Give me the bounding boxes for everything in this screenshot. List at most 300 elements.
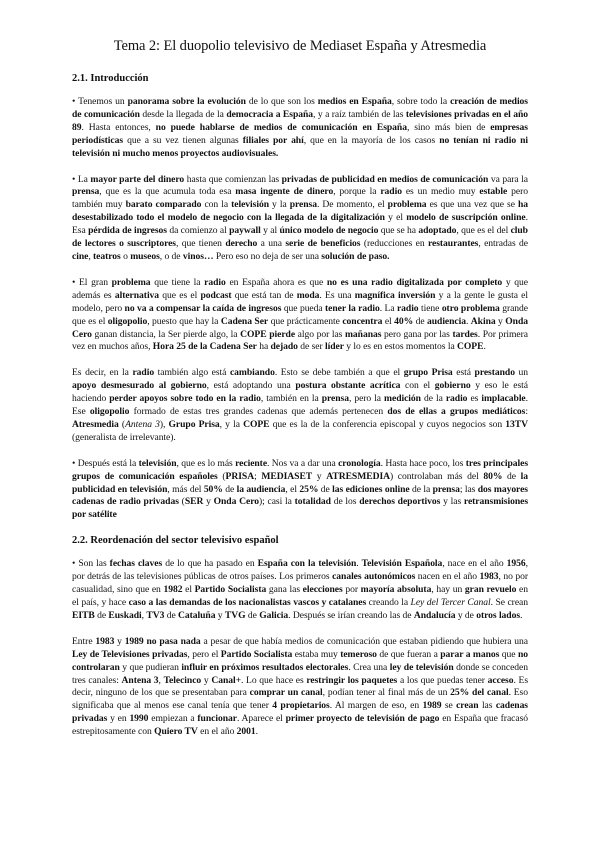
bold-text: prensa: [432, 483, 460, 495]
bold-text: tres principales grupos de comunicación españoles: [72, 457, 528, 482]
bold-text: radio: [132, 367, 155, 379]
bold-text: COPE pierde: [240, 328, 296, 340]
text-run: a pesar de que había medios de comunicación que estaban pidiendo que hubiera una: [200, 635, 528, 647]
text-run: de: [413, 315, 427, 327]
bold-text: Partido Socialista: [194, 584, 267, 596]
text-run: y: [312, 470, 327, 482]
text-run: hasta que comienzan las: [184, 173, 282, 185]
text-run: el: [382, 315, 395, 327]
paragraph: [72, 96, 528, 161]
bold-text: cambiando: [229, 367, 275, 379]
text-run: • El gran: [72, 276, 112, 288]
text-run: el: [182, 584, 195, 596]
bold-text: 1983: [479, 571, 499, 583]
text-run: y a la gente le gusta el modelo, pero: [72, 289, 528, 314]
text-run: que es la de la conferencia episcopal y cuyos negocios son: [269, 418, 506, 430]
bold-text: SER: [184, 496, 204, 508]
bold-text: vinos…: [182, 250, 214, 262]
bold-text: moda: [296, 289, 320, 301]
bold-text: implacable: [481, 393, 526, 405]
text-run: que: [499, 648, 518, 660]
section-heading: 2.1. Introducción: [72, 73, 149, 84]
text-run: en el año: [197, 726, 237, 738]
document-title: Tema 2: El duopolio televisivo de Mediaset España y Atresmedia: [113, 38, 487, 54]
text-run: Entre: [72, 635, 96, 647]
bold-text: magnífica inversión: [354, 289, 436, 301]
text-run: , que tienen: [176, 238, 226, 250]
bold-text: líder: [324, 341, 344, 353]
bold-text: privadas de publicidad en medios de comunicación: [281, 173, 489, 185]
bold-text: primer proyecto de televisión de pago: [285, 713, 440, 725]
bold-text: cine: [72, 250, 89, 262]
bold-text: cronología: [338, 457, 381, 469]
bold-text: tener la radio: [325, 302, 380, 314]
text-run: .: [255, 726, 259, 738]
bold-text: tardes: [452, 328, 478, 340]
bold-text: concentra: [342, 315, 383, 327]
bold-text: 40%: [394, 315, 414, 327]
bold-text: prensa: [321, 393, 349, 405]
bold-text: Atresmedia: [72, 418, 119, 430]
bold-text: TV3: [146, 609, 165, 621]
text-run: . Es una: [319, 289, 355, 301]
text-run: es un medio muy: [401, 186, 480, 198]
text-run: a los que puedas tener: [397, 674, 488, 686]
text-run: de: [94, 609, 109, 621]
text-run: y: [114, 635, 125, 647]
bold-text: podcast: [200, 289, 232, 301]
bold-text: dos mayores cadenas de radio privadas: [72, 483, 528, 508]
text-run: . Nos va a dar una: [267, 457, 339, 469]
text-run: es que una vez que se: [426, 199, 518, 211]
text-run: que es el: [159, 289, 201, 301]
bold-text: canales autonómicos: [332, 571, 416, 583]
text-run: en España ahora es que: [225, 276, 327, 288]
section-heading: 2.2. Reordenación del sector televisivo español: [72, 535, 279, 547]
bold-text: Akina: [470, 315, 496, 327]
bold-text: pérdida de ingresos: [88, 225, 167, 237]
text-run: .: [483, 341, 486, 353]
bold-text: panorama sobre la evolución: [127, 96, 246, 107]
text-run: , que en la mayoría de los casos: [303, 134, 440, 146]
bold-text: 1982: [163, 584, 183, 596]
text-run: grande que es el: [72, 302, 529, 327]
text-run: . De momento, el: [316, 199, 388, 211]
text-run: . Eso significaba que al menos ese canal tenía que tener: [72, 687, 528, 712]
bold-text: radio: [396, 302, 419, 314]
text-run: pero gana por las: [381, 328, 453, 340]
text-run: . Después se irían creando las de: [288, 609, 414, 621]
bold-text: televisión: [138, 457, 177, 469]
bold-text: radio: [380, 186, 402, 198]
bold-text: acceso: [487, 674, 514, 686]
text-run: ha: [256, 341, 271, 353]
bold-text: MEDIASET: [261, 470, 313, 482]
bold-text: radio: [204, 276, 226, 288]
italic-text: Antena 3: [125, 418, 160, 430]
text-run: , y a raíz también de las: [313, 108, 406, 120]
bold-text: Euskadi: [108, 609, 142, 621]
text-run: de: [502, 470, 521, 482]
bold-text: solución de paso.: [321, 250, 390, 262]
bold-text: creación de medios de comunicación: [72, 96, 528, 120]
text-run: y las: [440, 496, 464, 508]
bold-text: ha desestabilizado todo el modelo de negocio con la llegada de la digitalización: [72, 199, 528, 224]
bold-text: elecciones: [302, 584, 343, 596]
bold-text: alternativa: [114, 289, 160, 301]
bold-text: radio: [445, 393, 468, 405]
text-run: desde la llegada de la: [139, 108, 227, 120]
text-run: nacen en el año: [415, 571, 480, 583]
text-run: . La: [379, 302, 397, 314]
bold-text: TVG: [224, 609, 246, 621]
bold-text: televisión: [231, 199, 269, 211]
bold-text: caso a las demandas de los nacionalistas vascos y catalanes: [128, 597, 367, 608]
text-run: pero también muy: [72, 186, 528, 211]
text-run: , hay un: [431, 584, 465, 596]
text-run: y al: [260, 225, 280, 237]
text-run: que pueda: [281, 302, 326, 314]
paragraph: [72, 174, 528, 264]
bold-text: Quiero TV: [154, 726, 198, 738]
text-run: y en: [107, 713, 130, 725]
text-run: que está tan de: [231, 289, 297, 301]
text-run: .: [520, 609, 523, 621]
bold-text: no es una radio digitalizada por completo: [326, 276, 503, 288]
bold-text: Galicia: [259, 609, 289, 621]
bold-text: la publicidad en televisión: [72, 470, 529, 495]
bold-text: totalidad: [294, 496, 331, 508]
text-run: . Por primera vez en muchos años,: [72, 328, 528, 353]
bold-text: teatros: [93, 250, 121, 262]
bold-text: 1990: [129, 713, 149, 725]
bold-text: no va a compensar la caída de ingresos: [124, 302, 282, 314]
bold-text: filiales por ahí: [242, 134, 304, 146]
text-run: de que fueran a: [376, 648, 441, 660]
text-run: , pero el: [187, 648, 221, 660]
bold-text: mayor parte del dinero: [90, 173, 185, 185]
text-run: , el: [285, 483, 300, 495]
text-run: . Hasta hace poco, los: [380, 457, 466, 469]
bold-text: la audiencia: [236, 483, 286, 495]
text-run: , que es lo más: [176, 457, 236, 469]
bold-text: Telecinco: [163, 674, 202, 686]
bold-text: 1956: [506, 558, 526, 570]
text-run: y eso le está haciendo: [72, 380, 528, 405]
bold-text: dos de ellas a grupos mediáticos: [387, 406, 526, 418]
text-run: , puesto que hay la: [147, 315, 221, 327]
text-run: y: [203, 496, 214, 508]
text-run: de lo que ha pasado en: [162, 558, 258, 570]
bold-text: 25%: [450, 687, 470, 699]
bold-text: 13TV: [505, 418, 529, 430]
paragraph: [72, 558, 528, 623]
text-run: , no por casualidad, sino que en: [72, 571, 528, 596]
paragraph: [72, 636, 528, 739]
text-run: ) controlaban más del: [390, 470, 484, 482]
bold-text: 25%: [299, 483, 319, 495]
text-run: de: [245, 609, 260, 621]
text-run: y que pudieran: [119, 661, 182, 673]
text-run: . Al margen de eso, en: [329, 700, 423, 712]
text-run: se: [441, 700, 457, 712]
text-run: con la: [201, 199, 232, 211]
bold-text: audiencia: [427, 315, 466, 327]
text-run: en el país, y hace: [72, 584, 528, 608]
bold-text: 4 propietarios: [272, 700, 330, 712]
bold-text: COPE: [243, 418, 270, 430]
text-run: a una: [257, 238, 286, 250]
bold-text: museos: [130, 250, 160, 262]
bold-text: derecho: [225, 238, 258, 250]
text-run: . Esto se debe también a que el: [274, 367, 404, 379]
paragraph: [72, 458, 528, 523]
bold-text: barato comparado: [125, 199, 202, 211]
bold-text: Antena 3: [121, 674, 159, 686]
bold-text: club de lectores o suscriptores: [72, 225, 528, 250]
bold-text: Televisión Española: [361, 558, 443, 570]
bold-text: restaurantes: [427, 238, 479, 250]
bold-text: COPE: [457, 341, 484, 353]
bold-text: las ediciones online: [332, 483, 410, 495]
bold-text: Hora 25 de la Cadena Ser: [152, 341, 257, 353]
text-run: , podían tener al final más de un: [322, 687, 451, 699]
text-run: gana las: [266, 584, 303, 596]
bold-text: Partido Socialista: [220, 648, 293, 660]
bold-text: mayoría absoluta: [360, 584, 432, 596]
bold-text: crean: [456, 700, 479, 712]
bold-text: restringir los paquetes: [306, 674, 398, 686]
bold-text: modelo de suscripción online: [406, 212, 526, 224]
bold-text: no tenían ni radio ni televisión ni mucho menos proyectos audiovisuales.: [72, 134, 528, 159]
text-run: empiezan a: [148, 713, 198, 725]
bold-text: gobierno: [434, 380, 471, 392]
bold-text: estable: [479, 186, 508, 198]
text-run: , está adoptando una: [206, 380, 296, 392]
text-run: por: [342, 584, 361, 596]
text-run: que a su vez tienen algunas: [123, 134, 243, 146]
text-run: . Es decir, ninguno de los que se presentaban para: [72, 674, 529, 699]
bold-text: funcionar: [197, 713, 237, 725]
text-run: y de: [455, 609, 477, 621]
text-run: un: [514, 367, 529, 379]
text-run: que se ha: [378, 225, 419, 237]
text-run: ; las: [459, 483, 478, 495]
text-run: , más del: [167, 483, 204, 495]
paragraph: [72, 367, 528, 444]
bold-text: 50%: [203, 483, 223, 495]
text-run: . Hasta entonces,: [81, 121, 156, 133]
text-run: algo por las: [295, 328, 345, 340]
bold-text: grupo Prisa: [403, 367, 453, 379]
text-run: , y la: [219, 418, 244, 430]
text-run: .: [466, 315, 471, 327]
text-run: .: [356, 558, 362, 570]
text-run: ),: [159, 418, 169, 430]
bold-text: Onda Cero: [213, 496, 259, 508]
text-run: • Tenemos un: [72, 96, 128, 107]
bold-text: no puede hablarse de medios de comunicación en España: [155, 121, 407, 133]
text-run: ,: [88, 250, 94, 262]
bold-text: prensa: [289, 199, 317, 211]
bold-text: medios en España: [317, 96, 392, 107]
bold-text: España con la televisión: [257, 558, 357, 570]
bold-text: democracia a España: [226, 108, 314, 120]
bold-text: oligopolio: [107, 315, 148, 327]
text-run: Es decir, en la: [72, 367, 133, 379]
text-run: , nace en el año: [442, 558, 507, 570]
text-run: también algo está: [154, 367, 230, 379]
text-run: y lo es en estos momentos la: [343, 341, 457, 353]
bold-text: apoyo desmesurado al gobierno: [72, 380, 207, 392]
bold-text: empresas periodísticas: [72, 121, 528, 146]
bold-text: Onda Cero: [72, 315, 528, 340]
bold-text: paywall: [229, 225, 261, 237]
text-run: , que es la que acumula toda esa: [99, 186, 236, 198]
bold-text: otros lados: [476, 609, 521, 621]
bold-text: no controlaran: [72, 648, 529, 673]
text-run: , o de: [159, 250, 183, 262]
text-run: ,: [141, 609, 147, 621]
text-run: que tiene la: [150, 276, 205, 288]
text-run: , también en la: [260, 393, 322, 405]
text-run: y: [201, 674, 212, 686]
bold-text: problema: [387, 199, 427, 211]
bold-text: prestando: [474, 367, 515, 379]
text-run: que prácticamente: [268, 315, 343, 327]
text-run: (generalista de irrelevante).: [72, 431, 176, 443]
text-run: de lo que son los: [245, 96, 318, 107]
text-run: está: [452, 367, 475, 379]
section-reordenacion: [72, 535, 528, 739]
text-run: (: [118, 418, 126, 430]
text-run: de: [318, 483, 333, 495]
bold-text: Andalucía: [413, 609, 456, 621]
text-run: , sobre todo la: [391, 96, 451, 107]
text-run: formado de estas tres grandes cadenas que además pertenecen: [129, 406, 388, 418]
bold-text: fechas claves: [109, 558, 163, 570]
bold-text: dejado: [270, 341, 298, 353]
text-run: va para la: [488, 173, 529, 185]
text-run: , entradas de: [478, 238, 528, 250]
text-run: las: [478, 700, 496, 712]
text-run: ,: [158, 674, 164, 686]
bold-text: EITB: [72, 609, 95, 621]
text-run: , porque la: [333, 186, 381, 198]
bold-text: derechos deportivos: [359, 496, 441, 508]
bold-text: otro problema: [441, 302, 500, 314]
text-run: en España que fracasó estrepitosamente con: [72, 713, 529, 738]
bold-text: masa ingente de dinero: [235, 186, 334, 198]
bold-text: gran revuelo: [464, 584, 517, 596]
text-run: es: [467, 393, 482, 405]
text-run: o: [120, 250, 131, 262]
italic-text: Ley del Tercer Canal: [410, 597, 491, 608]
text-run: y: [495, 315, 506, 327]
text-run: , por detrás de las televisiones públicas de otros países. Los primeros: [72, 558, 528, 583]
text-run: de ser: [297, 341, 325, 353]
text-run: tiene: [418, 302, 442, 314]
text-run: (reducciones en: [360, 238, 428, 250]
text-run: . Crea una: [348, 661, 390, 673]
text-run: • La: [72, 173, 91, 185]
bold-text: temeroso: [340, 648, 377, 660]
bold-text: reciente: [235, 457, 268, 469]
bold-text: retransmisiones por satélite: [72, 496, 529, 521]
bold-text: 1989: [422, 700, 442, 712]
text-run: y que además es: [72, 276, 528, 301]
text-run: , sino más bien de: [406, 121, 491, 133]
text-run: con el: [400, 380, 435, 392]
bold-text: prensa: [72, 186, 100, 198]
bold-text: perder apoyos sobre todo en la radio: [109, 393, 261, 405]
bold-text: no pasa nada: [146, 635, 201, 647]
bold-text: cadenas privadas: [72, 700, 528, 725]
bold-text: medición: [384, 393, 421, 405]
text-run: de la: [409, 483, 433, 495]
text-run: estaba muy: [292, 648, 341, 660]
bold-text: Cadena Ser: [220, 315, 269, 327]
text-run: ); casi la: [258, 496, 295, 508]
bold-text: Ley de Televisiones privadas: [72, 648, 188, 660]
section-introduccion: [72, 73, 528, 522]
bold-text: ATRESMEDIA: [326, 470, 391, 482]
text-run: creando la: [366, 597, 411, 608]
text-run: . Se crean: [490, 597, 528, 608]
bold-text: mañanas: [344, 328, 382, 340]
text-run: (: [178, 496, 185, 508]
bold-text: 1989: [124, 635, 144, 647]
text-run: . Esa: [72, 212, 528, 237]
bold-text: influir en próximos resultados electorales: [181, 661, 349, 673]
text-run: Pero eso no deja de ser una: [213, 250, 322, 262]
text-run: y: [215, 609, 225, 621]
bold-text: Grupo Prisa: [168, 418, 220, 430]
bold-text: adoptado: [418, 225, 457, 237]
text-run: da comienzo al: [166, 225, 230, 237]
text-run: ganan distancia, la Ser pierde algo, la: [91, 328, 241, 340]
text-run: • Después está la: [72, 457, 139, 469]
bold-text: televisiones privadas en el año 89: [72, 108, 529, 133]
bold-text: 2001: [236, 726, 256, 738]
text-run: ;: [254, 470, 262, 482]
bold-text: único modelo de negocio: [279, 225, 379, 237]
text-run: . Lo que hace es: [241, 674, 307, 686]
text-run: :: [525, 406, 528, 418]
bold-text: parar a manos: [440, 648, 500, 660]
text-run: y la: [268, 199, 290, 211]
bold-text: Cataluña: [178, 609, 216, 621]
bold-text: comprar un canal: [249, 687, 323, 699]
text-run: de: [222, 483, 237, 495]
text-run: de la: [420, 393, 446, 405]
bold-text: del canal: [472, 687, 509, 699]
text-run: y el: [384, 212, 407, 224]
text-run: . Ese: [72, 393, 529, 418]
text-run: de: [164, 609, 178, 621]
text-run: , pero la: [348, 393, 385, 405]
bold-text: oligopolio: [89, 406, 130, 418]
text-run: de los: [330, 496, 360, 508]
text-run: (: [217, 470, 226, 482]
text-run: , que es el del: [456, 225, 511, 237]
bold-text: Canal+: [211, 674, 242, 686]
bold-text: 80%: [483, 470, 503, 482]
bold-text: serie de beneficios: [285, 238, 361, 250]
text-run: . Aparece el: [236, 713, 286, 725]
text-run: • Son las: [72, 558, 110, 570]
text-run: donde se conceden tres canales:: [72, 661, 528, 686]
